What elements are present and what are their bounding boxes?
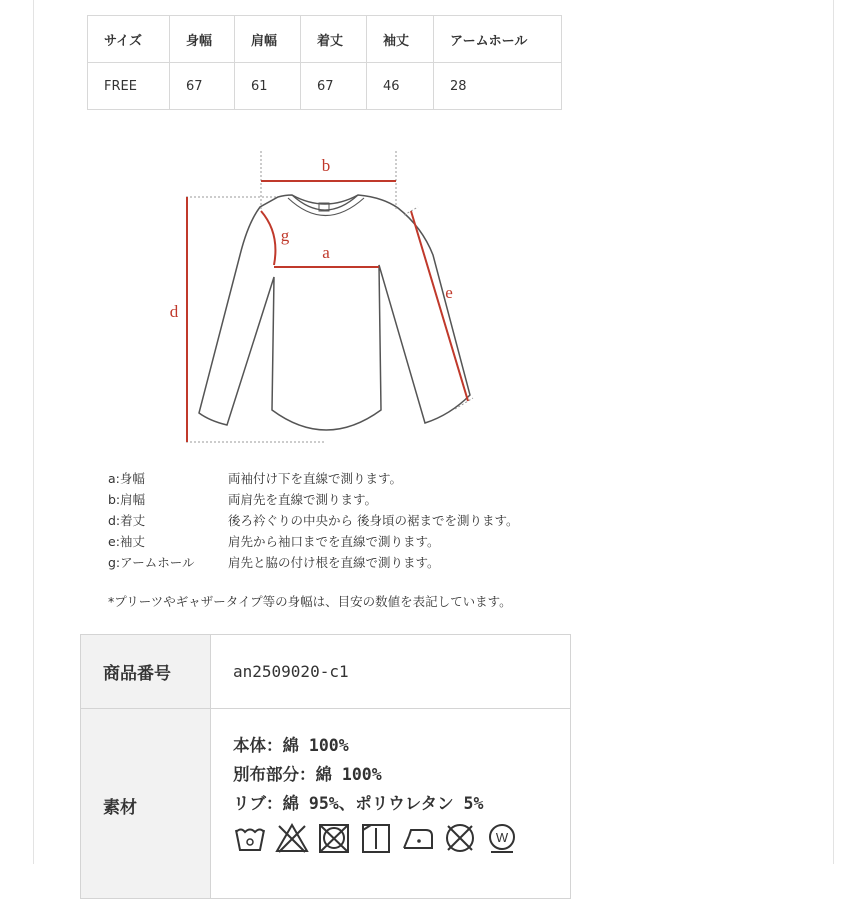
material-label: 素材 bbox=[81, 709, 211, 899]
measure-line-e bbox=[411, 211, 468, 401]
size-cell-body-width: 67 bbox=[170, 63, 235, 110]
product-number-row bbox=[81, 635, 571, 709]
page-border-left bbox=[33, 0, 34, 864]
material-line-rib: リブ：綿 95%、ポリウレタン 5% bbox=[233, 794, 484, 813]
label-e: e bbox=[445, 283, 453, 302]
product-number-label: 商品番号 bbox=[81, 635, 211, 709]
legend-desc: 後ろ衿ぐりの中央から 後身頃の裾までを測ります。 bbox=[228, 513, 519, 528]
size-table-row bbox=[88, 63, 562, 110]
size-header-armhole: アームホール bbox=[434, 16, 562, 63]
size-cell-size: FREE bbox=[88, 63, 170, 110]
garment-outline bbox=[199, 195, 470, 430]
label-b: b bbox=[321, 156, 331, 175]
size-cell-sleeve: 46 bbox=[367, 63, 434, 110]
wet-clean-icon bbox=[485, 822, 519, 854]
legend-desc: 両袖付け下を直線で測ります。 bbox=[228, 471, 403, 486]
legend-key: d:着丈 bbox=[108, 513, 146, 528]
material-line-body: 本体：綿 100% bbox=[233, 736, 349, 755]
wash-30-icon bbox=[233, 822, 267, 854]
measurement-note: *プリーツやギャザータイプ等の身幅は、目安の数値を表記しています。 bbox=[108, 594, 512, 609]
material-row bbox=[81, 709, 571, 899]
size-cell-length: 67 bbox=[301, 63, 367, 110]
legend-key: g:アームホール bbox=[108, 555, 195, 570]
size-header-body-width: 身幅 bbox=[170, 16, 235, 63]
legend-key: e:袖丈 bbox=[108, 534, 145, 549]
line-dry-icon bbox=[359, 822, 393, 854]
no-bleach-icon bbox=[275, 822, 309, 854]
size-table bbox=[87, 15, 562, 110]
garment-measurement-diagram bbox=[150, 145, 490, 450]
size-cell-shoulder: 61 bbox=[235, 63, 301, 110]
no-dry-clean-icon bbox=[443, 822, 477, 854]
product-number-value: an2509020-c1 bbox=[211, 635, 571, 709]
no-tumble-dry-icon bbox=[317, 822, 351, 854]
legend-item bbox=[108, 468, 668, 489]
size-cell-armhole: 28 bbox=[434, 63, 562, 110]
legend-desc: 肩先から袖口までを直線で測ります。 bbox=[228, 534, 440, 549]
legend-key: b:肩幅 bbox=[108, 492, 146, 507]
page-border-right bbox=[833, 0, 834, 864]
size-header-sleeve: 袖丈 bbox=[367, 16, 434, 63]
label-g: g bbox=[280, 226, 290, 245]
legend-item bbox=[108, 510, 668, 531]
product-info-table bbox=[80, 634, 571, 899]
label-a: a bbox=[322, 243, 330, 262]
legend-item bbox=[108, 552, 668, 573]
measurement-legend bbox=[108, 468, 668, 573]
size-header-shoulder: 肩幅 bbox=[235, 16, 301, 63]
svg-text:W: W bbox=[495, 830, 509, 845]
size-table-header-row bbox=[88, 16, 562, 63]
legend-desc: 肩先と脇の付け根を直線で測ります。 bbox=[228, 555, 440, 570]
material-line-accent: 別布部分：綿 100% bbox=[233, 765, 382, 784]
legend-item bbox=[108, 489, 668, 510]
size-header-size: サイズ bbox=[88, 16, 170, 63]
material-value bbox=[211, 709, 571, 899]
legend-key: a:身幅 bbox=[108, 471, 145, 486]
legend-item bbox=[108, 531, 668, 552]
care-icons bbox=[233, 822, 569, 854]
iron-low-icon bbox=[401, 822, 435, 854]
measure-line-g bbox=[261, 211, 275, 265]
legend-desc: 両肩先を直線で測ります。 bbox=[228, 492, 378, 507]
label-d: d bbox=[169, 302, 179, 321]
size-header-length: 着丈 bbox=[301, 16, 367, 63]
